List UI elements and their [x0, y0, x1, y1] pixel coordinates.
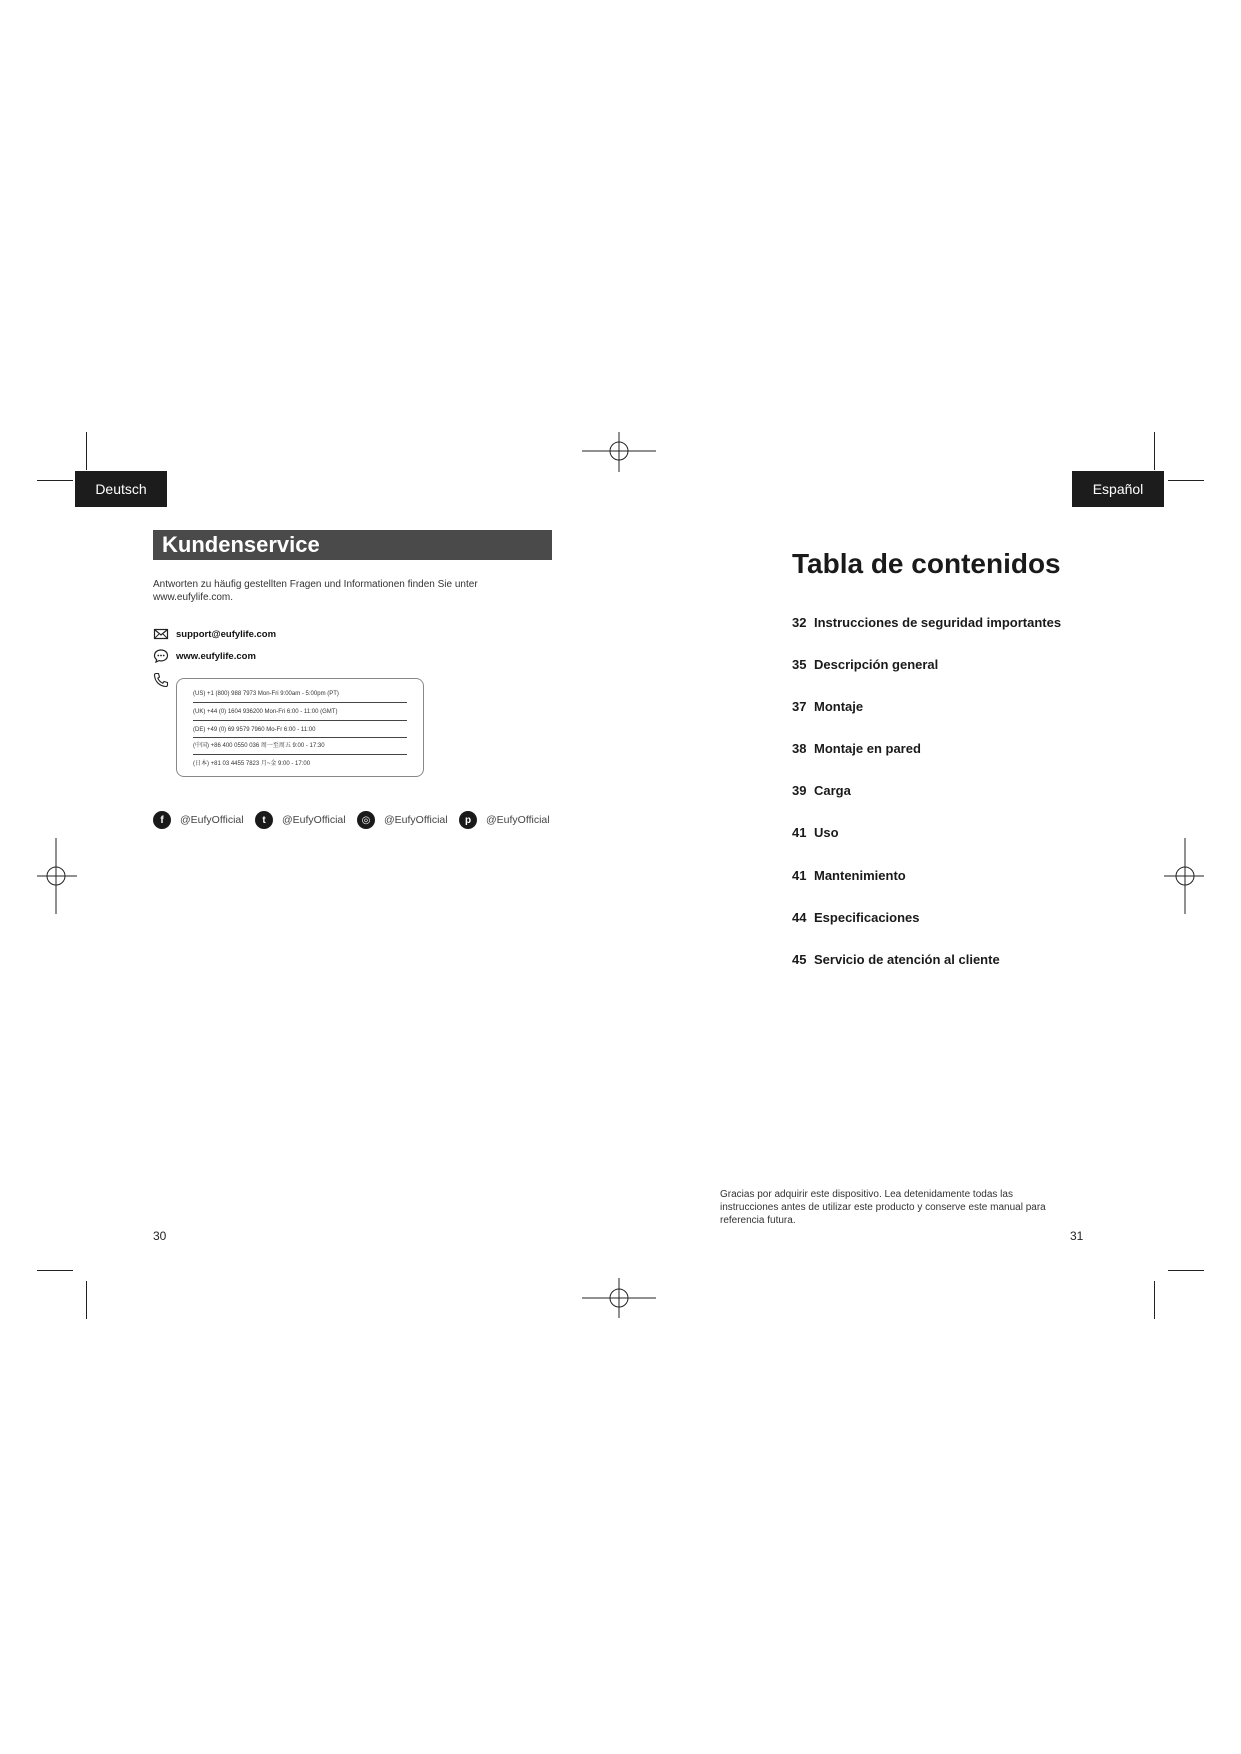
website-row — [153, 648, 256, 664]
section-heading: Kundenservice — [153, 530, 552, 560]
phone-line-jp: (日本) +81 03 4455 7823 月~金 9:00 - 17:00 — [193, 761, 311, 767]
social-twitter[interactable] — [255, 811, 346, 829]
twitter-icon: t — [255, 811, 273, 829]
phone-line-cn: (中国) +86 400 0550 036 周一至周五 9:00 - 17:30 — [193, 743, 325, 749]
intro-text: Antworten zu häufig gestellten Fragen und Informationen finden Sie unter www.eufylife.com. — [153, 579, 478, 603]
website-link[interactable]: www.eufylife.com — [176, 650, 256, 662]
language-tab-deutsch: Deutsch — [75, 471, 167, 507]
mail-icon — [153, 626, 169, 642]
toc-label: Montaje en pared — [814, 741, 921, 756]
social-handle: @EufyOfficial — [486, 814, 550, 826]
phone-numbers-box — [176, 678, 424, 777]
chat-bubble-icon — [153, 648, 169, 664]
toc-item[interactable] — [792, 699, 863, 714]
toc-label: Especificaciones — [814, 910, 920, 925]
pinterest-icon: p — [459, 811, 477, 829]
instagram-icon: ◎ — [357, 811, 375, 829]
toc-label: Mantenimiento — [814, 868, 906, 883]
social-handle: @EufyOfficial — [384, 814, 448, 826]
social-instagram[interactable] — [357, 811, 448, 829]
social-handle: @EufyOfficial — [180, 814, 244, 826]
toc-item[interactable] — [792, 868, 906, 883]
email-row — [153, 626, 276, 642]
toc-item[interactable] — [792, 741, 921, 756]
registration-mark-top — [582, 432, 656, 472]
social-pinterest[interactable] — [459, 811, 550, 829]
toc-item[interactable] — [792, 910, 920, 925]
page-number-right: 31 — [1070, 1229, 1084, 1243]
toc-item[interactable] — [792, 783, 851, 798]
toc-label: Montaje — [814, 699, 864, 714]
toc-page: 41 — [792, 825, 807, 840]
toc-page: 35 — [792, 657, 807, 672]
phone-line-de: (DE) +49 (0) 69 9579 7960 Mo-Fr 6:00 - 11:00 — [193, 727, 316, 733]
toc-label: Carga — [814, 783, 851, 798]
social-handle: @EufyOfficial — [282, 814, 346, 826]
toc-page: 32 — [792, 615, 807, 630]
registration-mark-right — [1164, 838, 1204, 914]
toc-page: 44 — [792, 910, 807, 925]
toc-page: 37 — [792, 699, 807, 714]
toc-page: 41 — [792, 868, 807, 883]
toc-page: 45 — [792, 952, 807, 967]
toc-title: Tabla de contenidos — [792, 548, 1061, 579]
thanks-note: Gracias por adquirir este dispositivo. Lea detenidamente todas las instrucciones antes de utilizar este producto y conserve este manual para referencia futura. — [720, 1189, 1046, 1226]
toc-label: Uso — [814, 825, 839, 840]
phone-line-us: (US) +1 (800) 988 7973 Mon-Fri 9:00am - 5:00pm (PT) — [193, 691, 339, 697]
facebook-icon: f — [153, 811, 171, 829]
toc-label: Instrucciones de seguridad importantes — [814, 615, 1062, 630]
phone-line-uk: (UK) +44 (0) 1604 936200 Mon-Fri 6:00 - 11:00 (GMT) — [193, 709, 338, 715]
toc-item[interactable] — [792, 657, 938, 672]
registration-mark-left — [37, 838, 77, 914]
toc-label: Servicio de atención al cliente — [814, 952, 1000, 967]
support-email[interactable]: support@eufylife.com — [176, 628, 277, 640]
toc-page: 38 — [792, 741, 807, 756]
toc-page: 39 — [792, 783, 807, 798]
phone-icon — [153, 672, 169, 688]
toc-label: Descripción general — [814, 657, 939, 672]
registration-mark-bottom — [582, 1278, 656, 1318]
language-tab-espanol: Español — [1072, 471, 1164, 507]
social-facebook[interactable] — [153, 811, 244, 829]
toc-item[interactable] — [792, 825, 839, 840]
toc-item[interactable] — [792, 952, 1000, 967]
page-number-left: 30 — [153, 1229, 167, 1243]
toc-item[interactable] — [792, 615, 1061, 630]
